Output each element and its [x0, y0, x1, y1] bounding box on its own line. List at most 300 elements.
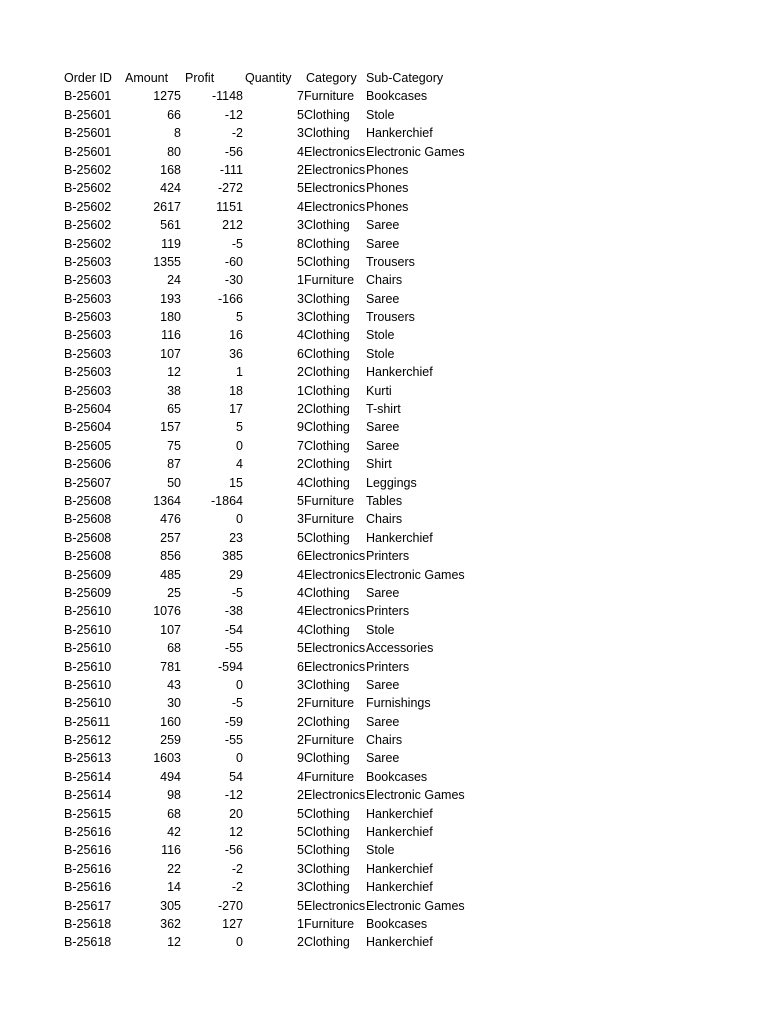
cell-sub-category: Electronic Games: [366, 144, 465, 159]
cell-order-id: B-25603: [64, 383, 112, 398]
cell-sub-category: Phones: [366, 162, 409, 177]
header-profit: Profit: [185, 71, 215, 85]
cell-sub-category: Hankerchief: [366, 365, 433, 380]
cell-profit: 18: [229, 383, 243, 398]
table-row: [60, 805, 720, 823]
cell-category: Electronics: [304, 181, 365, 196]
table-row: [60, 676, 720, 694]
table-row: [60, 179, 720, 197]
cell-profit: -56: [224, 144, 243, 159]
cell-category: Furniture: [304, 89, 355, 104]
cell-order-id: B-25601: [64, 144, 112, 159]
cell-quantity: 4: [297, 769, 304, 784]
cell-sub-category: Bookcases: [366, 769, 428, 784]
table-row: [60, 602, 720, 620]
cell-profit: -38: [224, 604, 243, 619]
cell-amount: 68: [167, 641, 181, 656]
cell-amount: 1364: [153, 493, 181, 508]
cell-order-id: B-25607: [64, 475, 112, 490]
table-row: [60, 455, 720, 473]
header-order-id: Order ID: [64, 71, 112, 85]
cell-sub-category: Shirt: [366, 457, 392, 472]
cell-amount: 1603: [153, 751, 181, 766]
cell-category: Clothing: [304, 475, 350, 490]
cell-quantity: 4: [297, 144, 304, 159]
table-row: [60, 933, 720, 951]
cell-amount: 2617: [153, 199, 181, 214]
cell-profit: 385: [222, 549, 243, 564]
cell-category: Clothing: [304, 843, 350, 858]
cell-amount: 12: [167, 935, 181, 950]
cell-sub-category: Kurti: [366, 383, 392, 398]
table-row: [60, 510, 720, 528]
cell-sub-category: Saree: [366, 218, 400, 233]
cell-sub-category: Printers: [366, 604, 410, 619]
cell-order-id: B-25610: [64, 696, 112, 711]
cell-profit: 0: [236, 751, 243, 766]
cell-sub-category: Stole: [366, 328, 395, 343]
cell-profit: -54: [224, 622, 243, 637]
cell-quantity: 9: [297, 420, 304, 435]
cell-sub-category: Saree: [366, 714, 400, 729]
cell-profit: 16: [229, 328, 243, 343]
table-row: [60, 363, 720, 381]
cell-category: Clothing: [304, 236, 350, 251]
table-row: [60, 823, 720, 841]
cell-amount: 116: [161, 843, 181, 858]
table-row: [60, 492, 720, 510]
cell-category: Electronics: [304, 144, 365, 159]
cell-quantity: 3: [297, 880, 304, 895]
cell-order-id: B-25610: [64, 622, 112, 637]
table-row: [60, 566, 720, 584]
cell-sub-category: Hankerchief: [366, 530, 433, 545]
cell-amount: 1076: [153, 604, 181, 619]
cell-order-id: B-25601: [64, 126, 112, 141]
cell-category: Clothing: [304, 346, 350, 361]
cell-quantity: 2: [297, 733, 304, 748]
cell-sub-category: Electronic Games: [366, 788, 465, 803]
cell-amount: 38: [167, 383, 181, 398]
cell-amount: 98: [167, 788, 181, 803]
cell-order-id: B-25611: [64, 714, 111, 729]
order-table: [60, 69, 720, 952]
cell-category: Clothing: [304, 622, 350, 637]
cell-quantity: 4: [297, 328, 304, 343]
cell-quantity: 3: [297, 310, 304, 325]
cell-order-id: B-25603: [64, 346, 112, 361]
cell-category: Electronics: [304, 659, 365, 674]
cell-category: Clothing: [304, 825, 350, 840]
cell-category: Electronics: [304, 549, 365, 564]
cell-quantity: 3: [297, 126, 304, 141]
cell-amount: 160: [160, 714, 181, 729]
cell-amount: 119: [161, 236, 181, 251]
cell-sub-category: Tables: [366, 493, 403, 508]
cell-order-id: B-25609: [64, 567, 112, 582]
table-row: [60, 584, 720, 602]
header-quantity: Quantity: [245, 71, 292, 85]
cell-sub-category: Chairs: [366, 733, 403, 748]
cell-category: Clothing: [304, 310, 350, 325]
cell-profit: 127: [222, 916, 243, 931]
cell-profit: -111: [219, 162, 243, 177]
cell-profit: -59: [224, 714, 243, 729]
cell-amount: 22: [167, 861, 181, 876]
cell-quantity: 7: [297, 89, 304, 104]
cell-category: Furniture: [304, 916, 355, 931]
table-row: [60, 694, 720, 712]
table-row: [60, 658, 720, 676]
table-row: [60, 400, 720, 418]
cell-order-id: B-25603: [64, 291, 112, 306]
cell-amount: 494: [160, 769, 181, 784]
cell-profit: 23: [229, 530, 243, 545]
cell-category: Clothing: [304, 328, 350, 343]
cell-sub-category: Saree: [366, 677, 400, 692]
cell-sub-category: Saree: [366, 291, 400, 306]
cell-sub-category: Phones: [366, 199, 409, 214]
cell-sub-category: Electronic Games: [366, 898, 465, 913]
cell-quantity: 1: [297, 383, 304, 398]
cell-amount: 424: [160, 181, 181, 196]
header-category: Category: [306, 71, 357, 85]
cell-amount: 30: [167, 696, 181, 711]
cell-quantity: 2: [297, 402, 304, 417]
cell-amount: 75: [167, 438, 181, 453]
cell-quantity: 6: [297, 659, 304, 674]
cell-profit: -1148: [211, 89, 243, 104]
cell-sub-category: Bookcases: [366, 916, 428, 931]
cell-profit: -2: [231, 880, 243, 895]
table-row: [60, 878, 720, 896]
cell-sub-category: Hankerchief: [366, 861, 433, 876]
cell-profit: -5: [231, 696, 243, 711]
cell-profit: -56: [224, 843, 243, 858]
cell-profit: 4: [236, 457, 243, 472]
cell-profit: 5: [236, 420, 243, 435]
cell-sub-category: Hankerchief: [366, 806, 433, 821]
cell-category: Electronics: [304, 898, 365, 913]
cell-order-id: B-25617: [64, 898, 112, 913]
cell-order-id: B-25605: [64, 438, 112, 453]
cell-category: Clothing: [304, 714, 350, 729]
cell-amount: 1355: [153, 254, 181, 269]
cell-quantity: 4: [297, 585, 304, 600]
cell-amount: 14: [167, 880, 181, 895]
cell-amount: 781: [160, 659, 181, 674]
cell-order-id: B-25602: [64, 181, 112, 196]
cell-sub-category: Bookcases: [366, 89, 428, 104]
cell-sub-category: T-shirt: [366, 402, 401, 417]
cell-order-id: B-25608: [64, 549, 112, 564]
cell-sub-category: Printers: [366, 659, 410, 674]
table-row: [60, 841, 720, 859]
cell-sub-category: Hankerchief: [366, 825, 433, 840]
cell-amount: 12: [167, 365, 181, 380]
cell-amount: 561: [160, 218, 181, 233]
cell-amount: 193: [160, 291, 181, 306]
cell-category: Clothing: [304, 530, 350, 545]
cell-profit: -12: [224, 107, 243, 122]
table-row: [60, 216, 720, 234]
cell-amount: 157: [160, 420, 181, 435]
cell-amount: 485: [160, 567, 181, 582]
cell-order-id: B-25601: [64, 107, 112, 122]
cell-sub-category: Trousers: [366, 310, 415, 325]
cell-profit: -5: [231, 236, 243, 251]
cell-category: Clothing: [304, 126, 350, 141]
cell-category: Electronics: [304, 567, 365, 582]
cell-amount: 107: [160, 346, 181, 361]
cell-profit: 36: [229, 346, 243, 361]
cell-amount: 43: [167, 677, 181, 692]
cell-order-id: B-25610: [64, 641, 112, 656]
table-row: [60, 529, 720, 547]
table-row: [60, 198, 720, 216]
cell-amount: 8: [174, 126, 181, 141]
cell-profit: 15: [229, 475, 243, 490]
cell-category: Clothing: [304, 365, 350, 380]
table-body: [60, 87, 720, 951]
cell-quantity: 5: [297, 641, 304, 656]
cell-category: Furniture: [304, 493, 355, 508]
cell-order-id: B-25610: [64, 659, 112, 674]
table-row: [60, 326, 720, 344]
cell-amount: 50: [167, 475, 181, 490]
cell-amount: 1275: [153, 89, 181, 104]
cell-sub-category: Electronic Games: [366, 567, 465, 582]
cell-amount: 80: [167, 144, 181, 159]
cell-sub-category: Chairs: [366, 273, 403, 288]
cell-profit: -594: [217, 659, 243, 674]
cell-order-id: B-25606: [64, 457, 112, 472]
cell-quantity: 2: [297, 696, 304, 711]
table-row: [60, 860, 720, 878]
cell-sub-category: Hankerchief: [366, 126, 433, 141]
table-row: [60, 915, 720, 933]
cell-order-id: B-25610: [64, 604, 112, 619]
header-sub-category: Sub-Category: [366, 71, 444, 85]
cell-amount: 68: [167, 806, 181, 821]
cell-order-id: B-25608: [64, 512, 112, 527]
cell-profit: -166: [217, 291, 243, 306]
table-row: [60, 345, 720, 363]
table-row: [60, 621, 720, 639]
cell-order-id: B-25616: [64, 843, 112, 858]
cell-quantity: 5: [297, 843, 304, 858]
cell-category: Clothing: [304, 880, 350, 895]
table-row: [60, 897, 720, 915]
cell-quantity: 3: [297, 218, 304, 233]
cell-profit: -2: [231, 861, 243, 876]
cell-quantity: 3: [297, 512, 304, 527]
cell-order-id: B-25616: [64, 861, 112, 876]
cell-profit: 12: [229, 825, 243, 840]
cell-quantity: 4: [297, 604, 304, 619]
cell-quantity: 6: [297, 549, 304, 564]
cell-category: Clothing: [304, 383, 350, 398]
table-row: [60, 143, 720, 161]
cell-quantity: 9: [297, 751, 304, 766]
cell-order-id: B-25616: [64, 825, 112, 840]
cell-profit: 5: [236, 310, 243, 325]
cell-amount: 168: [160, 162, 181, 177]
cell-sub-category: Furnishings: [366, 696, 431, 711]
cell-profit: 20: [229, 806, 243, 821]
cell-order-id: B-25603: [64, 273, 112, 288]
cell-quantity: 8: [297, 236, 304, 251]
cell-order-id: B-25603: [64, 365, 112, 380]
cell-profit: 0: [236, 677, 243, 692]
cell-sub-category: Phones: [366, 181, 409, 196]
cell-quantity: 7: [297, 438, 304, 453]
cell-quantity: 5: [297, 825, 304, 840]
cell-order-id: B-25612: [64, 733, 112, 748]
cell-profit: 1151: [216, 199, 243, 214]
cell-profit: -5: [231, 585, 243, 600]
cell-category: Clothing: [304, 218, 350, 233]
cell-category: Electronics: [304, 162, 365, 177]
cell-quantity: 1: [297, 916, 304, 931]
cell-quantity: 2: [297, 714, 304, 729]
cell-order-id: B-25616: [64, 880, 112, 895]
cell-profit: -12: [224, 788, 243, 803]
cell-category: Furniture: [304, 769, 355, 784]
cell-order-id: B-25608: [64, 493, 112, 508]
cell-sub-category: Leggings: [366, 475, 417, 490]
cell-sub-category: Accessories: [366, 641, 434, 656]
cell-order-id: B-25618: [64, 916, 112, 931]
cell-amount: 180: [160, 310, 181, 325]
cell-category: Electronics: [304, 788, 365, 803]
cell-quantity: 4: [297, 622, 304, 637]
table-row: [60, 290, 720, 308]
cell-category: Clothing: [304, 420, 350, 435]
cell-sub-category: Hankerchief: [366, 935, 433, 950]
cell-amount: 107: [160, 622, 181, 637]
cell-order-id: B-25604: [64, 420, 112, 435]
cell-profit: 0: [236, 512, 243, 527]
cell-amount: 24: [167, 273, 181, 288]
cell-sub-category: Saree: [366, 585, 400, 600]
cell-profit: -270: [217, 898, 243, 913]
cell-order-id: B-25602: [64, 218, 112, 233]
cell-category: Furniture: [304, 512, 355, 527]
table-row: [60, 235, 720, 253]
table-row: [60, 106, 720, 124]
cell-category: Clothing: [304, 402, 350, 417]
table-row: [60, 87, 720, 105]
cell-sub-category: Saree: [366, 438, 400, 453]
table-row: [60, 124, 720, 142]
cell-order-id: B-25615: [64, 806, 112, 821]
cell-profit: -1864: [211, 493, 243, 508]
cell-category: Electronics: [304, 641, 365, 656]
table-row: [60, 786, 720, 804]
cell-sub-category: Hankerchief: [366, 880, 433, 895]
cell-category: Clothing: [304, 254, 350, 269]
table-header-row: [60, 69, 720, 87]
cell-quantity: 5: [297, 493, 304, 508]
cell-quantity: 3: [297, 291, 304, 306]
cell-profit: -55: [224, 641, 243, 656]
cell-category: Clothing: [304, 677, 350, 692]
cell-category: Clothing: [304, 861, 350, 876]
cell-category: Furniture: [304, 733, 355, 748]
table-row: [60, 768, 720, 786]
cell-sub-category: Saree: [366, 751, 400, 766]
cell-order-id: B-25603: [64, 310, 112, 325]
cell-category: Clothing: [304, 585, 350, 600]
table-row: [60, 161, 720, 179]
cell-profit: 54: [229, 769, 243, 784]
table-row: [60, 474, 720, 492]
cell-profit: -60: [224, 254, 243, 269]
cell-sub-category: Saree: [366, 420, 400, 435]
cell-sub-category: Printers: [366, 549, 410, 564]
cell-amount: 257: [160, 530, 181, 545]
table-row: [60, 437, 720, 455]
cell-order-id: B-25602: [64, 199, 112, 214]
cell-amount: 259: [160, 733, 181, 748]
cell-quantity: 5: [297, 107, 304, 122]
cell-quantity: 4: [297, 199, 304, 214]
cell-amount: 305: [160, 898, 181, 913]
cell-profit: -2: [231, 126, 243, 141]
cell-category: Furniture: [304, 696, 355, 711]
cell-category: Clothing: [304, 438, 350, 453]
cell-sub-category: Stole: [366, 843, 395, 858]
cell-profit: -55: [224, 733, 243, 748]
cell-profit: -272: [217, 181, 243, 196]
cell-order-id: B-25604: [64, 402, 112, 417]
cell-quantity: 3: [297, 861, 304, 876]
cell-quantity: 4: [297, 567, 304, 582]
cell-profit: -30: [224, 273, 243, 288]
table-row: [60, 271, 720, 289]
cell-quantity: 2: [297, 365, 304, 380]
table-row: [60, 749, 720, 767]
cell-order-id: B-25601: [64, 89, 112, 104]
cell-order-id: B-25602: [64, 236, 112, 251]
cell-profit: 29: [229, 567, 243, 582]
cell-order-id: B-25603: [64, 328, 112, 343]
table-row: [60, 382, 720, 400]
cell-order-id: B-25618: [64, 935, 112, 950]
cell-profit: 212: [222, 218, 243, 233]
table-row: [60, 547, 720, 565]
header-amount: Amount: [125, 71, 169, 85]
cell-quantity: 3: [297, 677, 304, 692]
cell-order-id: B-25614: [64, 788, 112, 803]
table-row: [60, 713, 720, 731]
cell-profit: 1: [236, 365, 243, 380]
cell-quantity: 4: [297, 475, 304, 490]
cell-amount: 25: [167, 585, 181, 600]
cell-order-id: B-25614: [64, 769, 112, 784]
cell-amount: 362: [160, 916, 181, 931]
table-row: [60, 308, 720, 326]
cell-profit: 0: [236, 438, 243, 453]
cell-quantity: 2: [297, 935, 304, 950]
cell-sub-category: Stole: [366, 622, 395, 637]
cell-amount: 116: [161, 328, 181, 343]
cell-quantity: 5: [297, 806, 304, 821]
cell-amount: 476: [160, 512, 181, 527]
cell-quantity: 1: [297, 273, 304, 288]
table-row: [60, 418, 720, 436]
